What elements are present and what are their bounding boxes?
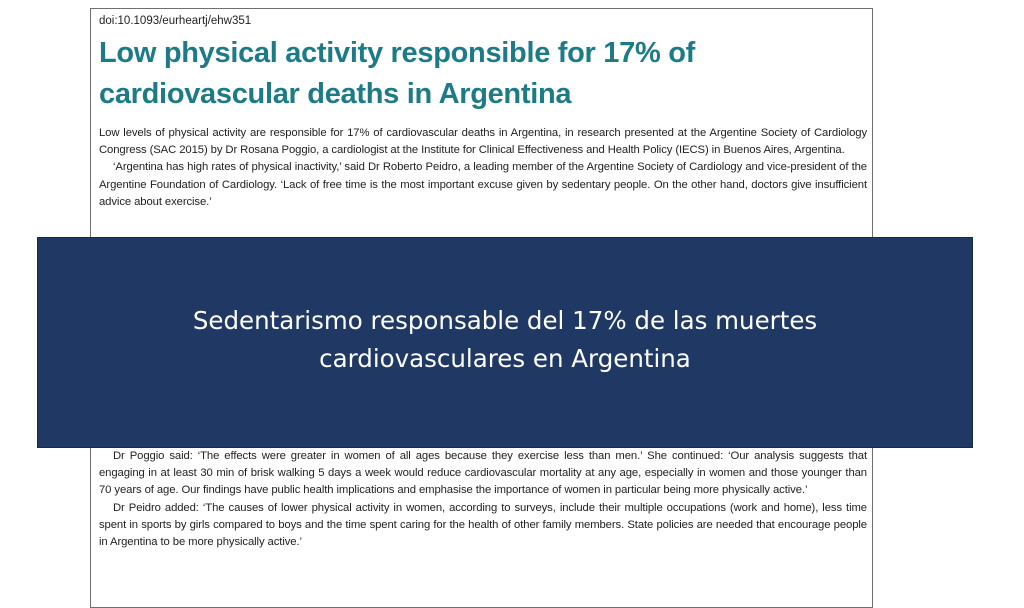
article-paragraph-2: ‘Argentina has high rates of physical inactivity,’ said Dr Roberto Peidro, a leading member of the Argentine Society of Cardiology and vice-president of the Argentine Foundation of Cardiology. ‘Lack of free time is the most important excuse given by sedentary people. On the other hand, doctors give insufficient advice about exercise.’ <box>99 161 867 208</box>
article-paragraph-4: Dr Peidro added: ‘The causes of lower physical activity in women, according to surveys, include their multiple occupations (work and home), less time spent in sports by girls compared to boys and the time spent caring for the health of other family members. State policies are needed that encourage people in Argentina to be more physically active.’ <box>99 501 867 549</box>
article-lower-section <box>99 448 867 551</box>
article-doi: doi:10.1093/eurheartj/ehw351 <box>99 15 252 27</box>
article-paragraph-1: Low levels of physical activity are responsible for 17% of cardiovascular deaths in Argentina, in research presented at the Argentine Society of Cardiology Congress (SAC 2015) by Dr Rosana Poggio, a cardiologist at the Institute for Clinical Effectiveness and Health Policy (IECS) in Buenos Aires, Argentina. <box>99 127 867 157</box>
article-title: Low physical activity responsible for 17% of cardiovascular deaths in Argentina <box>99 37 695 110</box>
article-paragraph-3: Dr Poggio said: ‘The effects were greater in women of all ages because they exercise less than men.’ She continued: ‘Our analysis suggests that engaging in at least 30 min of brisk walking 5 days a week would reduce cardiovascular mortality at any age, especially in women and those younger than 70 years of age. Our findings have public health implications and emphasise the importance of women in particular being more physically active.’ <box>99 450 867 497</box>
banner-caption: Sedentarismo responsable del 17% de las muertes cardiovasculares en Argentina <box>192 305 818 373</box>
overlay-banner <box>37 237 973 448</box>
